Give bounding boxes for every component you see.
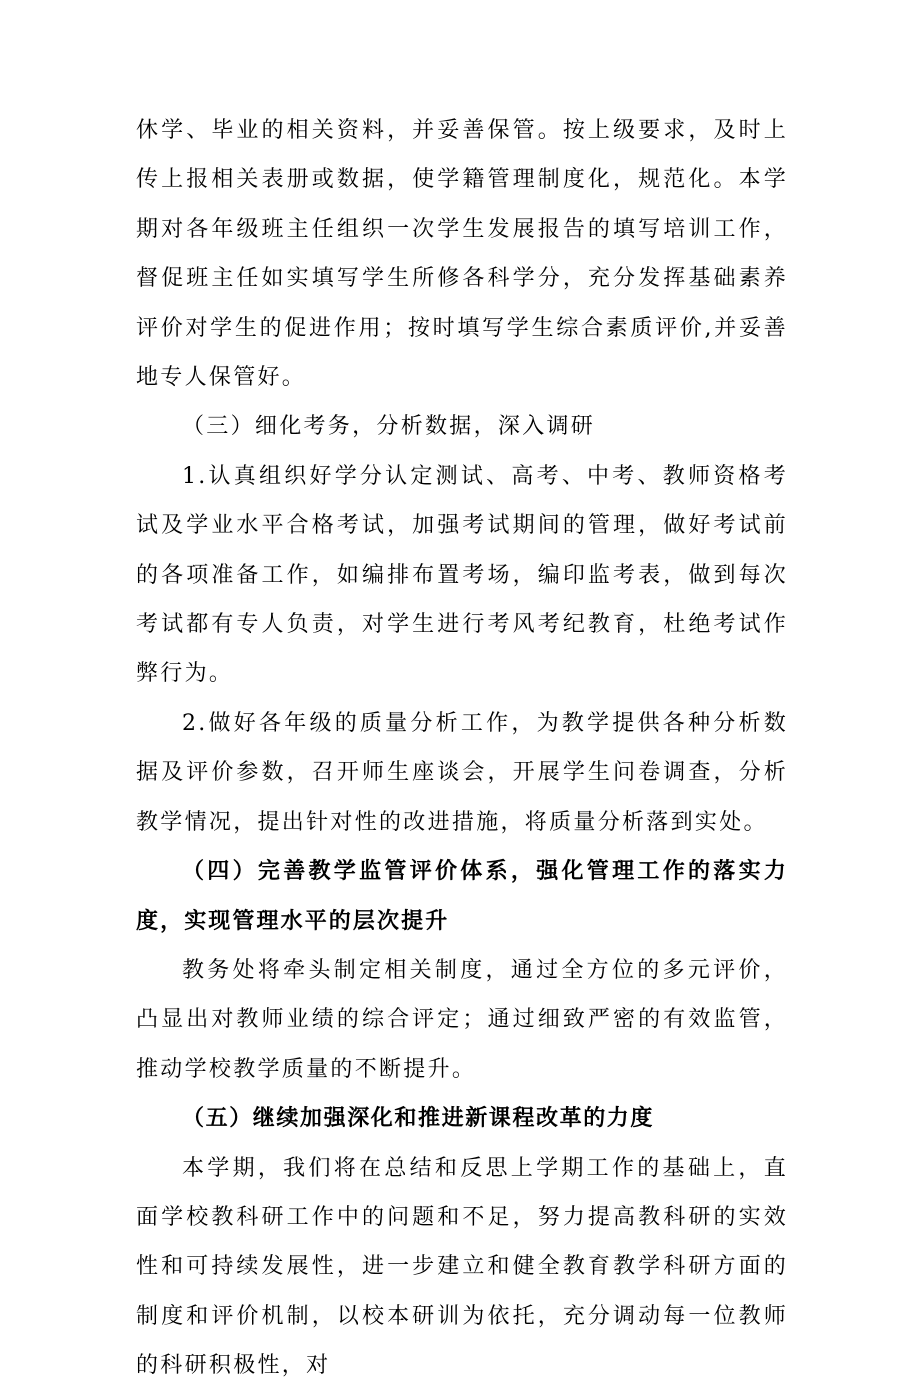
section-heading-4: （四）完善教学监管评价体系，强化管理工作的落实力度，实现管理水平的层次提升 xyxy=(136,858,788,934)
paragraph-continued: 休学、毕业的相关资料，并妥善保管。按上级要求，及时上传上报相关表册或数据，使学籍管理制度化，规范化。本学期对各年级班主任组织一次学生发展报告的填写培训工作，督促班主任如实填写学生所修各科学分，充分发挥基础素养评价对学生的促进作用；按时填写学生综合素质评价,并妥善地专人保管好。 xyxy=(136,118,788,391)
paragraph-item-2: 2.做好各年级的质量分析工作，为教学提供各种分析数据及评价参数，召开师生座谈会，开展学生问卷调查，分析教学情况，提出针对性的改进措施，将质量分析落到实处。 xyxy=(136,710,788,835)
section-heading-3: （三）细化考务，分析数据，深入调研 xyxy=(182,414,596,440)
document-body xyxy=(136,106,788,1391)
paragraph-section-5: 本学期，我们将在总结和反思上学期工作的基础上，直面学校教科研工作中的问题和不足，努力提高教科研的实效性和可持续发展性，进一步建立和健全教育教学科研方面的制度和评价机制，以校本研训为依托，充分调动每一位教师的科研积极性，对 xyxy=(136,1155,788,1379)
paragraph-section-4: 教务处将牵头制定相关制度，通过全方位的多元评价，凸显出对教师业绩的综合评定；通过细致严密的有效监管，推动学校教学质量的不断提升。 xyxy=(136,957,788,1082)
section-heading-5: （五）继续加强深化和推进新课程改革的力度 xyxy=(182,1105,655,1132)
paragraph-item-1: 1.认真组织好学分认定测试、高考、中考、教师资格考试及学业水平合格考试，加强考试期间的管理，做好考试前的各项准备工作，如编排布置考场，编印监考表，做到每次考试都有专人负责，对学生进行考风考纪教育，杜绝考试作弊行为。 xyxy=(136,463,788,687)
